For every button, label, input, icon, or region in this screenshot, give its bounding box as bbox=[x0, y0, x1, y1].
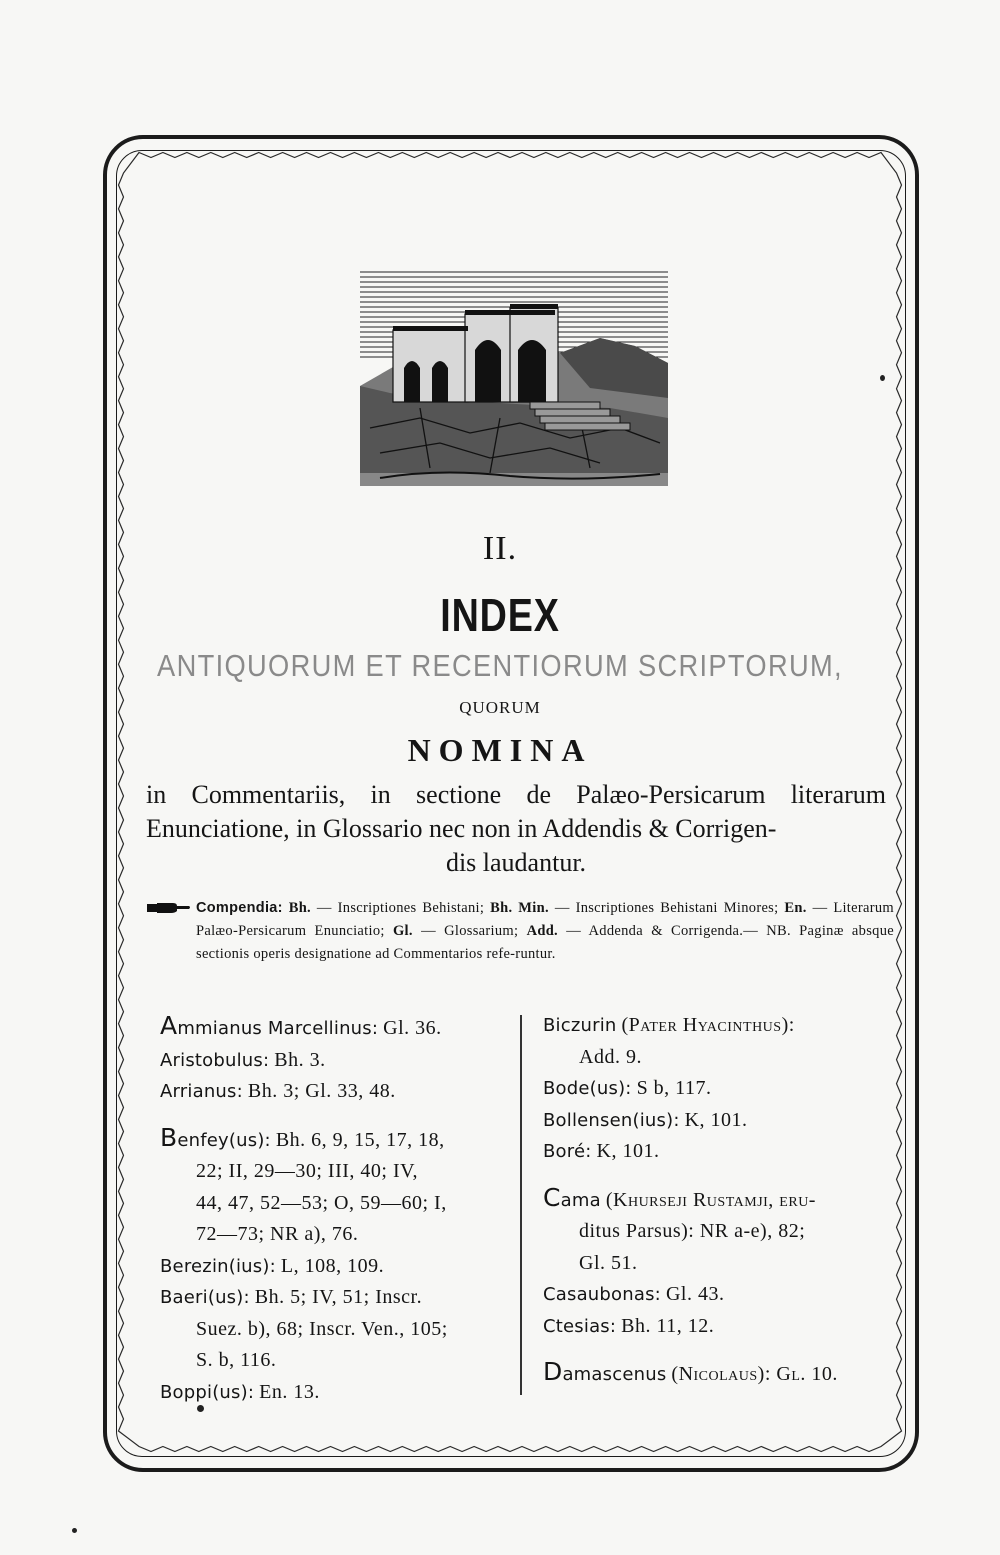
description-line-end: dis laudantur. bbox=[445, 848, 587, 877]
ink-spot bbox=[880, 375, 885, 381]
entry-references: Gl. 51. bbox=[579, 1251, 638, 1274]
entry-references: Gl. 36. bbox=[383, 1017, 442, 1039]
author-name: amascenus bbox=[562, 1364, 667, 1385]
compendia-expansion: — Inscriptiones Behistani Minores; bbox=[548, 900, 785, 916]
index-entry bbox=[160, 1282, 510, 1377]
entry-initial: D bbox=[543, 1357, 563, 1386]
entry-references: Suez. b), 68; Inscr. Ven., 105; bbox=[196, 1317, 448, 1340]
index-entry bbox=[543, 1105, 888, 1137]
author-name: Casaubonas: bbox=[543, 1284, 661, 1305]
author-name: Bollensen(ius): bbox=[543, 1109, 680, 1131]
author-name: Boppi(us): bbox=[160, 1381, 255, 1403]
compendia-expansion: — Inscriptiones Behistani; bbox=[310, 900, 491, 916]
entry-references: 72—73; NR a), 76. bbox=[196, 1223, 359, 1245]
compendia-abbreviation: En. bbox=[784, 900, 807, 916]
entry-references: Add. 9. bbox=[579, 1045, 642, 1068]
compendia-abbreviation: Bh. Min. bbox=[490, 900, 549, 916]
entry-references: Bh. 3; Gl. 33, 48. bbox=[247, 1080, 396, 1102]
entry-references: (Nicolaus): Gl. 10. bbox=[671, 1363, 838, 1385]
entry-references: L, 108, 109. bbox=[280, 1254, 385, 1277]
author-name: Aristobulus: bbox=[160, 1049, 270, 1071]
author-name: ama bbox=[560, 1189, 601, 1211]
ruined-arched-building-engraving-icon bbox=[360, 268, 668, 486]
author-name: enfey(us): bbox=[177, 1129, 271, 1151]
description-line: in Commentariis, in sectione de Palæo-Persicarum literarum Enunciatione, in Glossario nec non in Addendis & Corrigen- bbox=[146, 780, 886, 843]
entry-references: K, 101. bbox=[684, 1108, 748, 1131]
entry-gap bbox=[543, 1342, 888, 1356]
entry-references: (Pater Hyacinthus): bbox=[621, 1014, 795, 1036]
index-entry bbox=[543, 1356, 888, 1391]
index-entry bbox=[543, 1279, 888, 1311]
index-entry bbox=[160, 1251, 510, 1283]
compendia-abbreviation: Add. bbox=[526, 923, 558, 939]
entry-references: S. b, 116. bbox=[196, 1349, 277, 1371]
compendia-expansion: — Literarum Palæo-Persicarum Enunciatio; bbox=[196, 900, 894, 939]
index-entry bbox=[160, 1076, 510, 1108]
entry-gap bbox=[543, 1168, 888, 1182]
page-title: INDEX bbox=[440, 589, 560, 641]
author-name: Boré: bbox=[543, 1141, 592, 1162]
index-column-right bbox=[543, 1010, 888, 1391]
entry-references: En. 13. bbox=[259, 1380, 320, 1403]
entry-references: 22; II, 29—30; III, 40; IV, bbox=[196, 1160, 418, 1182]
compendia-abbreviation: Bh. bbox=[288, 900, 311, 916]
quorum-label: QUORUM bbox=[459, 698, 541, 717]
entry-references: K, 101. bbox=[596, 1140, 660, 1162]
entry-references: ditus Parsus): NR a-e), 82; bbox=[579, 1220, 806, 1242]
index-entry bbox=[543, 1136, 888, 1168]
compendia-note: NB. Paginæ absque sectionis operis designatione ad Commentarios refe-runtur. bbox=[196, 923, 894, 962]
abbreviations-note bbox=[196, 897, 894, 966]
compendia-abbreviation: Gl. bbox=[392, 923, 413, 939]
entry-references: (Khurseji Rustamji, eru- bbox=[605, 1188, 816, 1211]
author-name: mmianus Marcellinus: bbox=[177, 1018, 379, 1039]
section-numeral: II. bbox=[482, 530, 518, 567]
nomina-heading: NOMINA bbox=[407, 732, 593, 768]
author-name: Baeri(us): bbox=[160, 1287, 250, 1308]
index-entry bbox=[543, 1073, 888, 1105]
author-name: Bode(us): bbox=[543, 1078, 632, 1099]
index-entry bbox=[160, 1010, 510, 1045]
index-entry bbox=[543, 1010, 888, 1073]
entry-references: Gl. 43. bbox=[665, 1283, 725, 1305]
ink-spot bbox=[72, 1528, 77, 1533]
entry-references: 44, 47, 52—53; O, 59—60; I, bbox=[196, 1191, 447, 1214]
entry-initial: C bbox=[543, 1182, 561, 1212]
index-entry bbox=[160, 1045, 510, 1077]
entry-references: Bh. 6, 9, 15, 17, 18, bbox=[275, 1128, 445, 1151]
ink-spot bbox=[197, 1405, 204, 1412]
index-entry bbox=[543, 1311, 888, 1343]
description bbox=[146, 778, 886, 880]
subtitle: ANTIQUORUM ET RECENTIORUM SCRIPTORUM, bbox=[157, 648, 843, 683]
entry-references: Bh. 11, 12. bbox=[621, 1314, 715, 1337]
entry-references: Bh. 3. bbox=[274, 1048, 326, 1071]
entry-gap bbox=[160, 1108, 510, 1122]
author-name: Berezin(ius): bbox=[160, 1255, 276, 1277]
entry-references: S b, 117. bbox=[636, 1077, 712, 1099]
compendia-expansion: — Glossarium; bbox=[412, 923, 527, 939]
index-column-left bbox=[160, 1010, 510, 1408]
author-name: Ctesias: bbox=[543, 1315, 617, 1337]
pointing-hand-icon bbox=[147, 901, 191, 915]
column-divider bbox=[520, 1015, 522, 1395]
index-entry bbox=[160, 1377, 510, 1409]
index-entry bbox=[543, 1182, 888, 1280]
entry-references: Bh. 5; IV, 51; Inscr. bbox=[254, 1286, 423, 1308]
author-name: Arrianus: bbox=[160, 1081, 243, 1102]
entry-initial: B bbox=[160, 1122, 178, 1152]
entry-initial: A bbox=[160, 1011, 178, 1040]
compendia-label: Compendia: bbox=[196, 900, 283, 916]
index-entry bbox=[160, 1122, 510, 1251]
compendia-expansion: — Addenda & Corrigenda.— bbox=[558, 923, 767, 939]
author-name: Biczurin bbox=[543, 1015, 617, 1036]
